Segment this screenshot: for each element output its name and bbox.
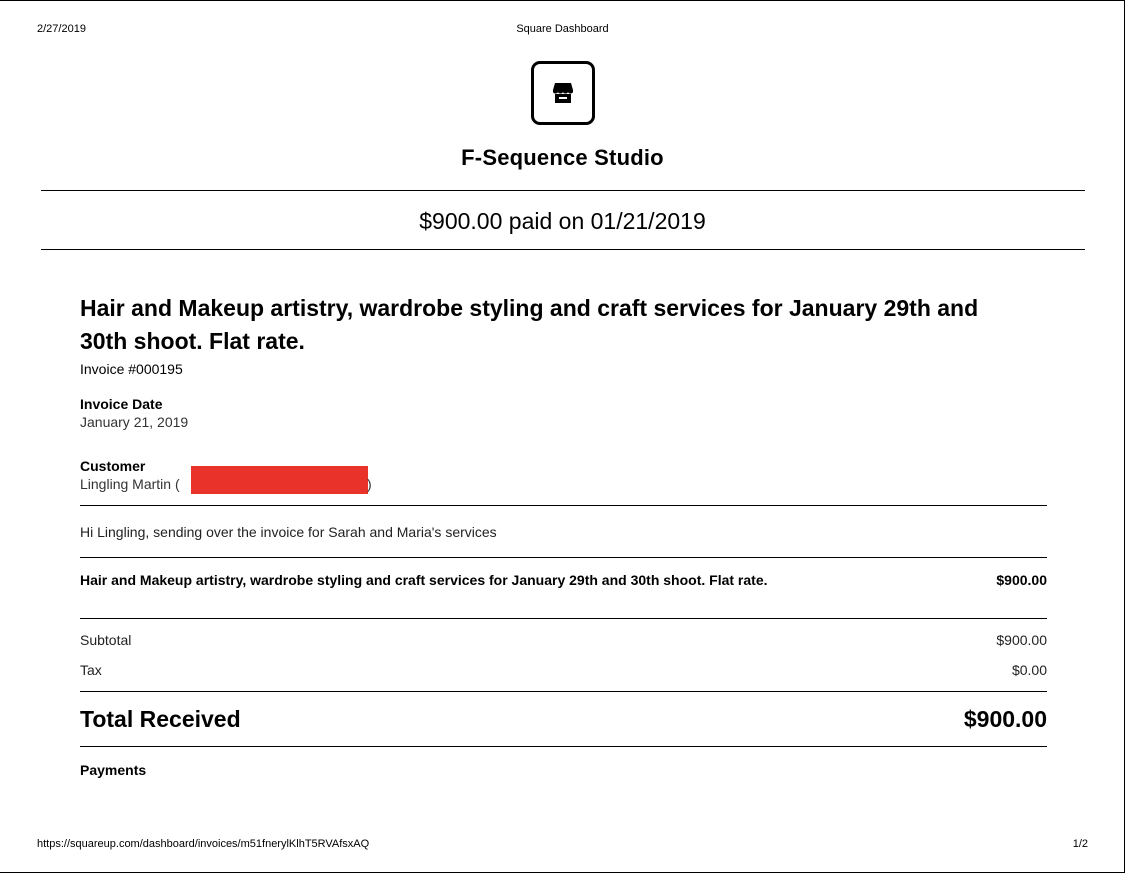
invoice-date-value: January 21, 2019 — [80, 414, 189, 430]
customer-name: Lingling Martin ( — [80, 476, 180, 492]
invoice-number: Invoice #000195 — [80, 361, 183, 377]
customer-label: Customer — [80, 458, 146, 474]
subtotal-label: Subtotal — [80, 632, 132, 648]
divider-summary — [80, 691, 1047, 692]
divider-bottom — [41, 249, 1085, 250]
page-border-top — [0, 0, 1125, 1]
customer-paren-close: ) — [367, 476, 372, 492]
invoice-title: Hair and Makeup artistry, wardrobe styling and craft services for January 29th and 30th shoot. Flat rate. — [80, 295, 979, 354]
payments-heading: Payments — [80, 762, 147, 778]
total-received-value: $900.00 — [963, 706, 1047, 732]
invoice-date-label: Invoice Date — [80, 396, 163, 412]
tax-label: Tax — [80, 662, 102, 678]
subtotal-value: $900.00 — [996, 632, 1047, 648]
total-received-label: Total Received — [80, 706, 241, 732]
storefront-icon — [531, 61, 595, 125]
print-date: 2/27/2019 — [37, 23, 86, 35]
print-page-title: Square Dashboard — [516, 23, 609, 35]
divider-top — [41, 190, 1085, 191]
tax-value: $0.00 — [1011, 662, 1047, 678]
line-item-amount: $900.00 — [996, 572, 1047, 588]
divider-customer — [80, 505, 1047, 506]
page-number: 1/2 — [1072, 838, 1088, 850]
line-item-description: Hair and Makeup artistry, wardrobe styling and craft services for January 29th and 30th shoot. Flat rate. — [80, 572, 768, 588]
invoice-message: Hi Lingling, sending over the invoice for Sarah and Maria's services — [80, 524, 497, 540]
divider-total — [80, 746, 1047, 747]
divider-message — [80, 557, 1047, 558]
print-url: https://squareup.com/dashboard/invoices/m51fnerylKlhT5RVAfsxAQ — [37, 838, 370, 850]
divider-items — [80, 618, 1047, 619]
business-name: F-Sequence Studio — [461, 145, 664, 170]
payment-status: $900.00 paid on 01/21/2019 — [419, 208, 706, 234]
redaction-block — [191, 466, 368, 494]
